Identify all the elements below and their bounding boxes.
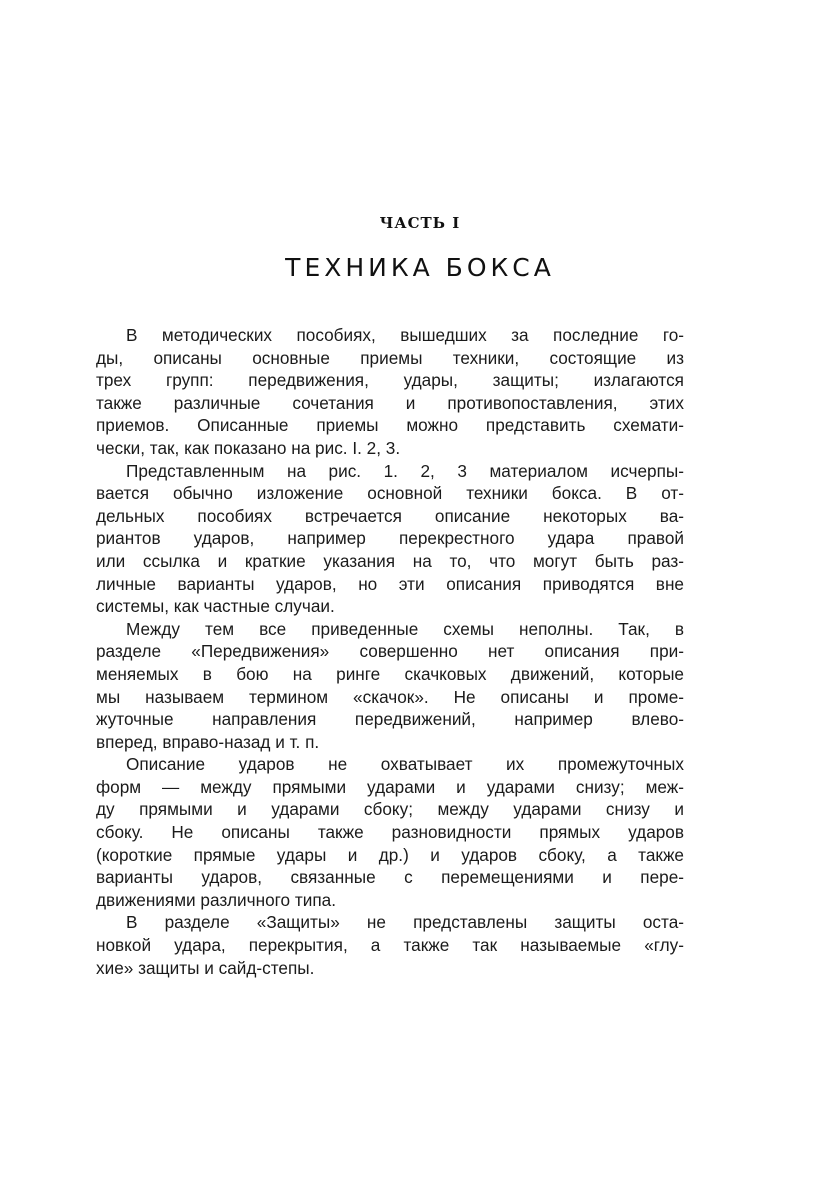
text-line: ды, описаны основные приемы техники, состоящие из [96, 347, 684, 368]
text-line: хие» защиты и сайд-степы. [96, 957, 315, 978]
text-line: варианты ударов, связанные с перемещениями и пере- [96, 867, 684, 888]
text-line: В разделе «Защиты» не представлены защиты оста- [126, 912, 684, 933]
paragraph [96, 460, 684, 618]
text-line: меняемых в бою на ринге скачковых движений, которые [96, 663, 684, 684]
body-text [96, 324, 684, 979]
text-line: новкой удара, перекрытия, а также так называемые «глу- [96, 935, 684, 956]
text-line: чески, так, как показано на рис. I. 2, 3. [96, 437, 401, 458]
text-line: Между тем все приведенные схемы неполны. Так, в [126, 618, 684, 639]
text-line: жуточные направления передвижений, например влево- [96, 709, 684, 730]
text-line: В методических пособиях, вышедших за последние го- [126, 325, 684, 345]
text-line: Представленным на рис. 1. 2, 3 материалом исчерпы- [126, 460, 684, 481]
text-line: приемов. Описанные приемы можно представить схемати- [96, 415, 684, 436]
text-line: разделе «Передвижения» совершенно нет описания при- [96, 641, 684, 662]
text-line: ду прямыми и ударами сбоку; между ударами снизу и [96, 799, 684, 820]
chapter-title: ТЕХНИКА БОКСА [285, 253, 555, 282]
text-line: личные варианты ударов, но эти описания приводятся вне [96, 573, 684, 594]
paragraph [96, 753, 684, 911]
paragraph [96, 324, 684, 460]
text-line: вается обычно изложение основной техники бокса. В от- [96, 483, 684, 504]
text-line: вперед, вправо-назад и т. п. [96, 731, 320, 752]
paragraph [96, 618, 684, 754]
text-line: трех групп: передвижения, удары, защиты; излагаются [96, 370, 684, 391]
text-line: сбоку. Не описаны также разновидности прямых ударов [96, 822, 684, 843]
text-line: также различные сочетания и противопоставления, этих [96, 392, 684, 413]
text-line: мы называем термином «скачок». Не описаны и проме- [96, 686, 684, 707]
part-label: ЧАСТЬ I [379, 214, 461, 232]
text-line: или ссылка и краткие указания на то, что могут быть раз- [96, 550, 684, 571]
text-line: движениями различного типа. [96, 889, 336, 910]
text-line: (короткие прямые удары и др.) и ударов сбоку, а также [96, 844, 684, 865]
text-line: системы, как частные случаи. [96, 596, 335, 617]
text-line: дельных пособиях встречается описание некоторых ва- [96, 505, 684, 526]
text-line: форм — между прямыми ударами и ударами снизу; меж- [96, 776, 684, 797]
paragraph [96, 911, 684, 979]
text-line: риантов ударов, например перекрестного удара правой [96, 528, 684, 549]
text-line: Описание ударов не охватывает их промежуточных [126, 754, 684, 775]
